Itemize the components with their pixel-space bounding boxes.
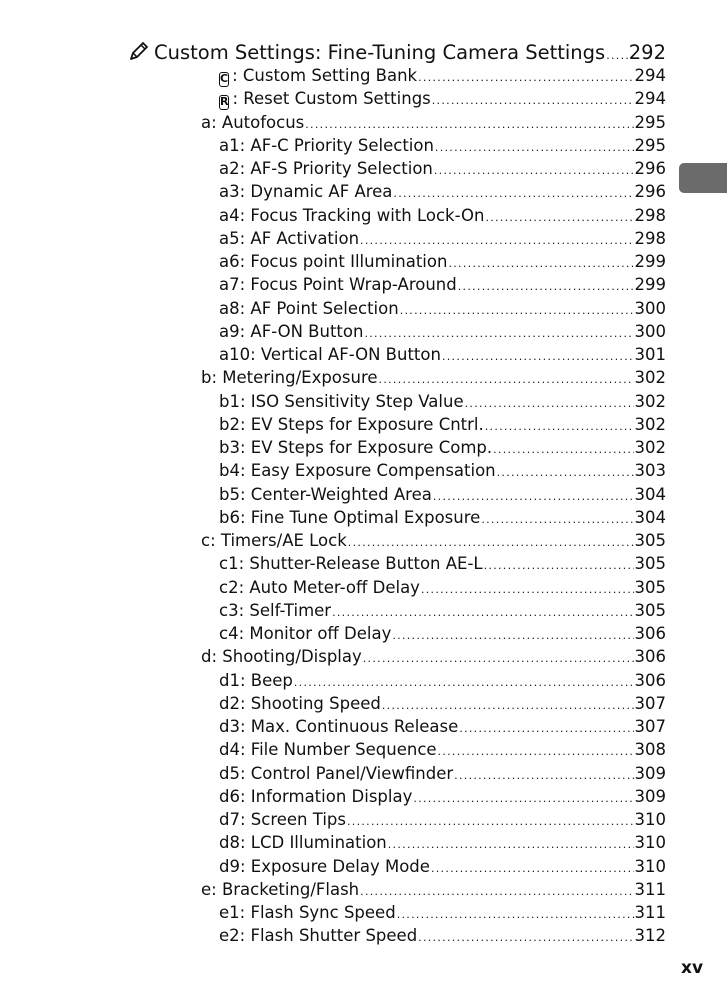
custom-bank-icon: C bbox=[220, 72, 229, 85]
toc-entry[interactable] bbox=[219, 810, 666, 832]
toc-entry[interactable] bbox=[219, 322, 666, 344]
pencil-icon bbox=[128, 40, 150, 62]
toc-entry-label: c3: Self-Timer bbox=[219, 600, 332, 620]
toc-entry[interactable] bbox=[219, 415, 666, 437]
toc-entry-page: 305 bbox=[634, 600, 666, 620]
dot-leader bbox=[434, 164, 634, 177]
dot-leader bbox=[418, 931, 633, 944]
dot-leader bbox=[493, 443, 633, 456]
dot-leader bbox=[363, 652, 634, 665]
toc-entry[interactable] bbox=[219, 857, 666, 879]
toc-entry[interactable] bbox=[219, 182, 666, 204]
toc-entry-page: 298 bbox=[634, 205, 666, 225]
toc-entry-label: a3: Dynamic AF Area bbox=[219, 182, 393, 202]
dot-leader bbox=[484, 559, 634, 572]
toc-entry-page: 310 bbox=[634, 833, 666, 853]
toc-entry[interactable] bbox=[219, 136, 666, 158]
toc-entry[interactable] bbox=[219, 229, 666, 251]
toc-entry[interactable] bbox=[219, 554, 666, 576]
toc-entry[interactable] bbox=[219, 159, 666, 181]
toc-entry-label: d8: LCD Illumination bbox=[219, 833, 387, 853]
toc-entry-page: 312 bbox=[634, 926, 666, 946]
toc-entry[interactable] bbox=[219, 89, 666, 111]
section-thumb-tab bbox=[679, 163, 727, 193]
toc-entry-page: 301 bbox=[634, 345, 666, 364]
toc-entry[interactable] bbox=[219, 624, 666, 646]
toc-entry-label: e1: Flash Sync Speed bbox=[219, 903, 396, 922]
toc-entry-label: a: Autofocus bbox=[201, 112, 305, 132]
toc-entry-label: b1: ISO Sensitivity Step Value bbox=[219, 391, 464, 411]
toc-entry-label: a5: AF Activation bbox=[219, 228, 360, 248]
toc-entry-page: 306 bbox=[634, 624, 666, 643]
toc-entry-label: a8: AF Point Selection bbox=[219, 298, 399, 318]
toc-entry-label: c4: Monitor off Delay bbox=[219, 624, 392, 643]
toc-entry-page: 310 bbox=[634, 856, 666, 876]
toc-entry-page: 308 bbox=[634, 740, 666, 760]
toc-entry[interactable] bbox=[219, 206, 666, 228]
toc-entry-page: 304 bbox=[634, 507, 666, 527]
toc-entry-page: 310 bbox=[634, 810, 666, 829]
toc-entry-page: 302 bbox=[634, 368, 666, 388]
toc-entry[interactable] bbox=[219, 578, 666, 600]
toc-entry-page: 296 bbox=[634, 159, 666, 178]
dot-leader bbox=[305, 118, 633, 131]
toc-heading[interactable] bbox=[128, 37, 666, 63]
dot-leader bbox=[485, 211, 633, 224]
toc-entry-label: a2: AF-S Priority Selection bbox=[219, 159, 433, 178]
toc-entry-label: d4: File Number Sequence bbox=[219, 740, 437, 760]
toc-entry-page: 311 bbox=[634, 903, 666, 922]
toc-entry[interactable] bbox=[219, 903, 666, 925]
toc-entry[interactable] bbox=[219, 461, 666, 483]
toc-entry-label: a7: Focus Point Wrap-Around bbox=[219, 275, 457, 295]
dot-leader bbox=[360, 234, 633, 247]
dot-leader bbox=[481, 513, 633, 526]
dot-leader bbox=[388, 838, 634, 851]
dot-leader bbox=[294, 676, 634, 689]
toc-entry[interactable] bbox=[201, 880, 666, 902]
toc-entry-label: d3: Max. Continuous Release bbox=[219, 717, 459, 736]
toc-entry[interactable] bbox=[219, 508, 666, 530]
dot-leader bbox=[433, 490, 634, 503]
toc-entry-label: d7: Screen Tips bbox=[219, 810, 346, 829]
dot-leader bbox=[432, 94, 634, 107]
toc-entry[interactable] bbox=[219, 66, 666, 88]
dot-leader bbox=[421, 583, 634, 596]
toc-entry-label: b: Metering/Exposure bbox=[201, 368, 378, 388]
toc-entry-page: 295 bbox=[634, 135, 666, 155]
toc-entry[interactable] bbox=[219, 345, 666, 367]
toc-entry-page: 303 bbox=[634, 461, 666, 481]
reset-icon: R bbox=[220, 95, 229, 109]
toc-entry-label: c1: Shutter-Release Button AE-L bbox=[219, 554, 483, 574]
toc-entry[interactable] bbox=[219, 926, 666, 948]
toc-entry[interactable] bbox=[219, 275, 666, 297]
toc-entry[interactable] bbox=[219, 717, 666, 739]
toc-entry-label: b4: Easy Exposure Compensation bbox=[219, 461, 496, 481]
dot-leader bbox=[413, 792, 633, 805]
toc-entry[interactable] bbox=[201, 113, 666, 135]
toc-entry-label: : Custom Setting Bank bbox=[232, 66, 418, 85]
dot-leader bbox=[442, 350, 634, 363]
dot-leader bbox=[438, 745, 634, 758]
toc-entry-page: 302 bbox=[634, 414, 666, 434]
toc-entry[interactable] bbox=[219, 833, 666, 855]
toc-entry-page: 306 bbox=[634, 647, 666, 667]
toc-entry[interactable] bbox=[219, 438, 666, 460]
toc-entry-label: d1: Beep bbox=[219, 670, 293, 690]
toc-entry-label: a6: Focus point Illumination bbox=[219, 252, 448, 271]
toc-entry[interactable] bbox=[201, 647, 666, 669]
toc-entry-label: b3: EV Steps for Exposure Comp. bbox=[219, 438, 493, 457]
toc-entry-label: d2: Shooting Speed bbox=[219, 693, 381, 713]
toc-entry[interactable] bbox=[219, 694, 666, 716]
toc-heading-page: 292 bbox=[628, 41, 666, 64]
toc-entry-page: 295 bbox=[634, 112, 666, 132]
toc-entry-page: 305 bbox=[634, 531, 666, 550]
toc-entry-page: 307 bbox=[634, 693, 666, 713]
dot-leader bbox=[606, 49, 628, 62]
toc-entry-page: 302 bbox=[634, 391, 666, 411]
toc-entry[interactable] bbox=[219, 787, 666, 809]
toc-entry-page: 302 bbox=[634, 438, 666, 457]
toc-entry-page: 296 bbox=[634, 182, 666, 202]
dot-leader bbox=[465, 397, 634, 410]
toc-entry-label: d6: Information Display bbox=[219, 786, 413, 806]
toc-entry-page: 309 bbox=[634, 786, 666, 806]
toc-entry-label: a10: Vertical AF-ON Button bbox=[219, 345, 441, 364]
toc-entry-page: 300 bbox=[634, 298, 666, 318]
toc-entry-label: e2: Flash Shutter Speed bbox=[219, 926, 418, 946]
dot-leader bbox=[400, 304, 634, 317]
toc-entry-page: 306 bbox=[634, 670, 666, 690]
toc-entry-label: c2: Auto Meter-off Delay bbox=[219, 577, 420, 597]
toc-entry-page: 299 bbox=[634, 275, 666, 295]
toc-entry-page: 294 bbox=[634, 89, 666, 109]
dot-leader bbox=[418, 71, 633, 84]
toc-entry[interactable] bbox=[219, 252, 666, 274]
toc-entry-label: d5: Control Panel/Viewfinder bbox=[219, 763, 454, 783]
toc-entry-page: 305 bbox=[634, 554, 666, 574]
toc-entry-label: a4: Focus Tracking with Lock-On bbox=[219, 205, 485, 225]
dot-leader bbox=[485, 420, 634, 433]
dot-leader bbox=[382, 699, 634, 712]
toc-heading-label: Custom Settings: Fine-Tuning Camera Settings bbox=[154, 41, 606, 64]
toc-entry-page: 309 bbox=[634, 763, 666, 783]
toc-entry-label: : Reset Custom Settings bbox=[232, 89, 431, 109]
toc-entry[interactable] bbox=[201, 531, 666, 553]
dot-leader bbox=[435, 141, 634, 154]
toc-entry-page: 305 bbox=[634, 577, 666, 597]
toc-entry[interactable] bbox=[219, 764, 666, 786]
toc-entry-label: a9: AF-ON Button bbox=[219, 321, 364, 341]
toc-entry[interactable] bbox=[201, 368, 666, 390]
toc-entry-page: 304 bbox=[634, 484, 666, 504]
dot-leader bbox=[360, 885, 633, 898]
toc-entry-label: b2: EV Steps for Exposure Cntrl. bbox=[219, 414, 484, 434]
dot-leader bbox=[332, 606, 633, 619]
toc-entry-page: 307 bbox=[634, 717, 666, 736]
toc-entry-page: 300 bbox=[634, 321, 666, 341]
toc-entry-label: d9: Exposure Delay Mode bbox=[219, 856, 430, 876]
dot-leader bbox=[448, 257, 633, 270]
page-number: xv bbox=[681, 958, 704, 978]
dot-leader bbox=[392, 629, 633, 642]
dot-leader bbox=[397, 908, 634, 921]
toc-entry-page: 299 bbox=[634, 252, 666, 271]
toc-entry-label: d: Shooting/Display bbox=[201, 647, 362, 667]
toc-entry-label: b6: Fine Tune Optimal Exposure bbox=[219, 507, 481, 527]
toc-entry-page: 311 bbox=[634, 879, 666, 899]
dot-leader bbox=[393, 187, 633, 200]
toc-entry[interactable] bbox=[219, 392, 666, 414]
toc-entry[interactable] bbox=[219, 601, 666, 623]
toc-entry[interactable] bbox=[219, 299, 666, 321]
toc-entry-label: e: Bracketing/Flash bbox=[201, 879, 360, 899]
dot-leader bbox=[458, 280, 634, 293]
dot-leader bbox=[379, 373, 634, 386]
toc-entry-page: 298 bbox=[634, 228, 666, 248]
dot-leader bbox=[348, 536, 634, 549]
toc-entry-label: c: Timers/AE Lock bbox=[201, 531, 347, 550]
toc-entry[interactable] bbox=[219, 485, 666, 507]
toc-entry-label: b5: Center-Weighted Area bbox=[219, 484, 432, 504]
dot-leader bbox=[431, 862, 634, 875]
dot-leader bbox=[459, 722, 633, 735]
dot-leader bbox=[454, 769, 633, 782]
toc-entry[interactable] bbox=[219, 740, 666, 762]
dot-leader bbox=[347, 815, 634, 828]
dot-leader bbox=[497, 466, 634, 479]
toc-entry[interactable] bbox=[219, 671, 666, 693]
toc-entry-page: 294 bbox=[634, 66, 666, 85]
dot-leader bbox=[364, 327, 633, 340]
toc-entry-label: a1: AF-C Priority Selection bbox=[219, 135, 434, 155]
